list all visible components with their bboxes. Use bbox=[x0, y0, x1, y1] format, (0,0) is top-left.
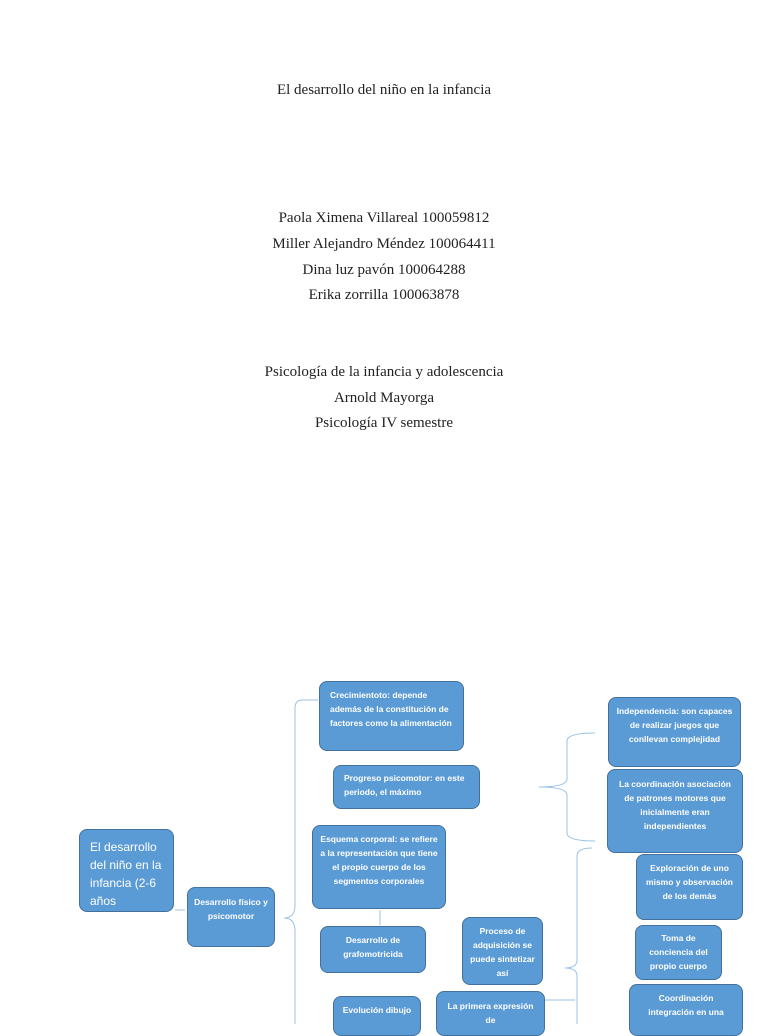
node-esquema-corporal: Esquema corporal: se refiere a la representación que tiene el propio cuerpo de los segmentos corporales bbox=[312, 825, 446, 909]
node-coordinacion: La coordinación asociación de patrones motores que inicialmente eran independientes bbox=[607, 769, 743, 853]
author-1: Paola Ximena Villareal 100059812 bbox=[278, 210, 490, 226]
node-proceso-adquisicion: Proceso de adquisición se puede sintetizar así bbox=[462, 917, 543, 985]
root-node: El desarrollo del niño en la infancia (2-6 años bbox=[79, 829, 174, 912]
author-4: Erika zorrilla 100063878 bbox=[308, 287, 460, 303]
node-coordinacion-integracion: Coordinación integración en una bbox=[629, 984, 743, 1036]
proceso-brace bbox=[565, 848, 592, 1024]
document-title: El desarrollo del niño en la infancia bbox=[276, 82, 492, 98]
node-grafomotricidad: Desarrollo de grafomotricida bbox=[320, 926, 426, 973]
branch-brace bbox=[284, 700, 303, 1024]
node-desarrollo-fisico: Desarrollo físico y psicomotor bbox=[187, 887, 275, 947]
node-exploracion: Exploración de uno mismo y observación de los demás bbox=[636, 854, 743, 920]
node-primera-expresion: La primera expresión de bbox=[436, 991, 545, 1036]
author-3: Dina luz pavón 100064288 bbox=[302, 262, 466, 278]
program-name: Psicología IV semestre bbox=[314, 415, 454, 431]
author-2: Miller Alejandro Méndez 100064411 bbox=[272, 236, 496, 252]
node-independencia: Independencia: son capaces de realizar juegos que conllevan complejidad bbox=[608, 697, 741, 767]
course-name: Psicología de la infancia y adolescencia bbox=[264, 364, 504, 380]
teacher-name: Arnold Mayorga bbox=[333, 390, 435, 406]
node-evolucion-dibujo: Evolución dibujo bbox=[333, 996, 421, 1036]
node-crecimiento: Crecimientoto: depende además de la constitución de factores como la alimentación bbox=[319, 681, 464, 751]
node-toma-conciencia: Toma de conciencia del propio cuerpo bbox=[635, 925, 722, 980]
progreso-brace bbox=[539, 733, 595, 841]
node-progreso-psicomotor: Progreso psicomotor: en este periodo, el máximo bbox=[333, 765, 480, 809]
